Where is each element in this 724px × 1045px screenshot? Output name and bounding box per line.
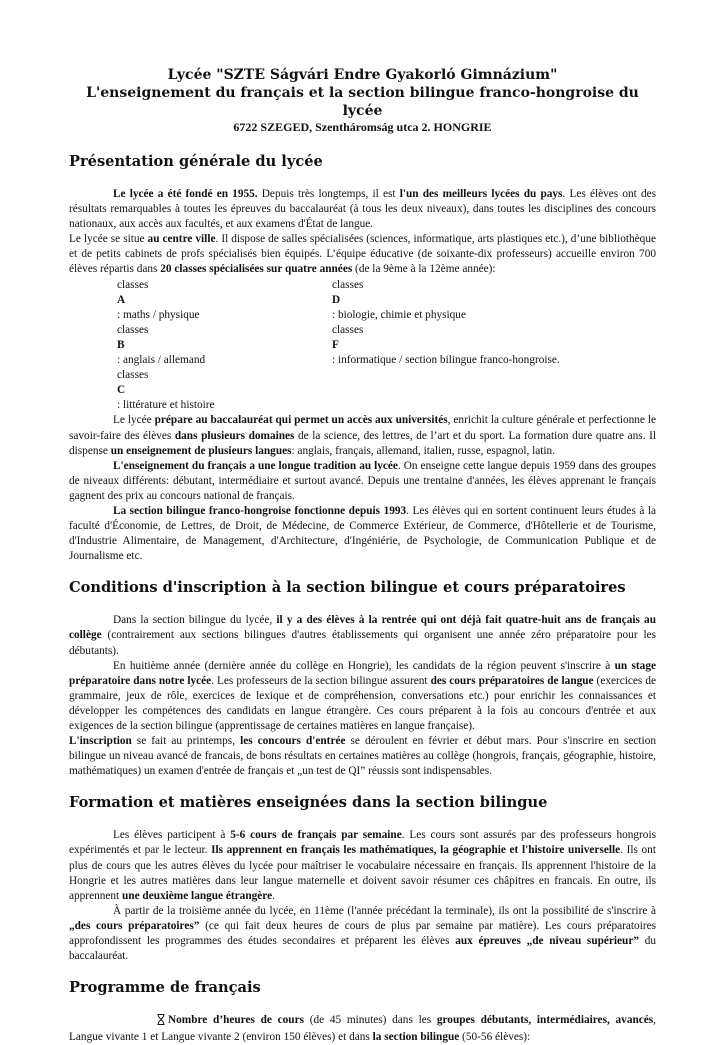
paragraph-entry-level: Dans la section bilingue du lycée, il y a des élèves à la rentrée qui ont déjà fait quatre-huit ans de français au collège (contrairement aux sections bilingues d'autres établissements qui organisent une année zéro préparatoire pour les débutants). [69,614,656,657]
paragraph-prep-course: En huitième année (dernière année du collège en Hongrie), les candidats de la région peuvent s'inscrire à un stage préparatoire dans notre lycée. Les professeurs de la section bilingue assurent des cours préparatoires de langue (exercices de grammaire, jeux de rôle, exercices de lexique et de compréhension, conversations etc.) pour enrichir les connaissances et développer les compétences des candidats en langue étrangère. Ces cours préparent à la fois au concours d'entrée et aux exigences de la section bilingue (apprentissage de certaines matières en langue française). [69,659,656,732]
class-item-f: classes F : informatique / section bilingue franco-hongroise. [332,323,560,367]
paragraph-courses: Les élèves participent à 5-6 cours de français par semaine. Les cours sont assurés par des professeurs hongrois expérimentés et par le lecteur. Ils apprennent en français les mathématiques, la géographie et l'histoire universelle. Ils ont plus de cours que les autres élèves du lycée pour maîtriser le vocabulaire nécessaire en français. Ils apprennent l'histoire de la Hongrie et les autres matières dans leur langue maternelle et doivent savoir résumer ces châpitres en francais. En outre, ils apprennent une deuxième langue étrangère. [69,829,656,902]
paragraph-baccalaureat: Le lycée prépare au baccalauréat qui permet un accès aux universités, enrichit la culture générale et perfectionne le savoir-faire des élèves dans plusieurs domaines de la science, des lettres, de l’art et du sport. La formation dure quatre ans. Il dispense un enseignement de plusieurs langues: anglais, français, allemand, italien, russe, espagnol, latin. [69,414,656,457]
paragraph-bilingual-section: La section bilingue franco-hongroise fonctionne depuis 1993. Les élèves qui en sortent continuent leurs études à la faculté d'Économie, de Lettres, de Droit, de Médecine, de Commerce Extérieur, de Commerce, d'Hôtellerie et de Tourisme, d'Industrie Alimentaire, de Management, d'Architecture, d'Ingéniérie, de Psychologie, de Communication Publique et de Journalisme etc. [69,504,657,563]
class-item-b: classes B : anglais / allemand [117,323,206,367]
paragraph-location: Le lycée se situe au centre ville. Il dispose de salles spécialisées (sciences, informatique, arts plastiques etc.), d’une bibliothèque et de petits cabinets de profs spécialisés bien équipés. L’équipe éducative (de soixante-dix professeurs) accueille environ 700 élèves répartis dans 20 classes spécialisées sur quatre années (de la 9ème à la 12ème année): [69,233,656,276]
paragraph-prep-classes: À partir de la troisième année du lycée, en 11ème (l'année précédant la terminale), ils ont la possibilité de s'inscrire à „des cours préparatoires” (ce qui fait deux heures de cours de plus par semaine par matière). Les cours préparatoires approfondissent les programmes des études secondaires et préparent les élèves aux épreuves „de niveau supérieur” du baccalauréat. [69,904,657,963]
section-title-formation: Formation et matières enseignées dans la section bilingue [69,794,548,812]
document-header [69,66,656,135]
section-title-programme: Programme de français [69,979,261,997]
paragraph-registration: L'inscription se fait au printemps, les concours d'entrée se déroulent en février et début mars. Pour s'inscrire en section bilingue un niveau avancé de francais, de bons résultats en certaines matières au collège (hongrois, français, géographie, histoire, mathématiques) un examen d'entrée de français et „un test de QI” réussis sont indispensables. [69,735,656,778]
class-item-c: classes C : littérature et histoire [117,369,215,412]
header-subject: L'enseignement du français et la section bilingue franco-hongroise du lycée [86,85,639,119]
paragraph-hours: Nombre d’heures de cours (de 45 minutes) dans les groupes débutants, intermédiaires, avancés, Langue vivante 1 et Langue vivante 2 (environ 150 élèves) et dans la section bilingue (50-56 élèves): [69,1014,656,1044]
class-item-a: classes A : maths / physique [117,278,200,321]
paragraph-foundation: Le lycée a été fondé en 1955. Depuis très longtemps, il est l'un des meilleurs lycées du pays. Les élèves ont des résultats remarquables à toutes les épreuves du baccalauréat (à tous les deux niveaux), dans toutes les disciplines des concours nationaux, aux accès aux facultés, et aux examens d'État de langue. [69,188,657,231]
hourglass-icon [113,1014,165,1030]
class-item-d: classes D : biologie, chimie et physique [332,278,466,321]
header-address: 6722 SZEGED, Szentháromság utca 2. HONGRIE [233,120,492,134]
paragraph-french-tradition: L'enseignement du français a une longue tradition au lycée. On enseigne cette langue depuis 1959 dans des groupes de niveaux différents: débutant, intermédiaire et surtout avancé. Depuis une trentaine d'années, les élèves apprenant le français gagnent des prix au concours national de français. [69,459,656,502]
header-school-name: Lycée "SZTE Ságvári Endre Gyakorló Gimnázium" [167,67,558,83]
class-list [69,278,656,414]
section-title-presentation: Présentation générale du lycée [69,153,323,170]
section-title-conditions: Conditions d'inscription à la section bilingue et cours préparatoires [69,579,626,597]
